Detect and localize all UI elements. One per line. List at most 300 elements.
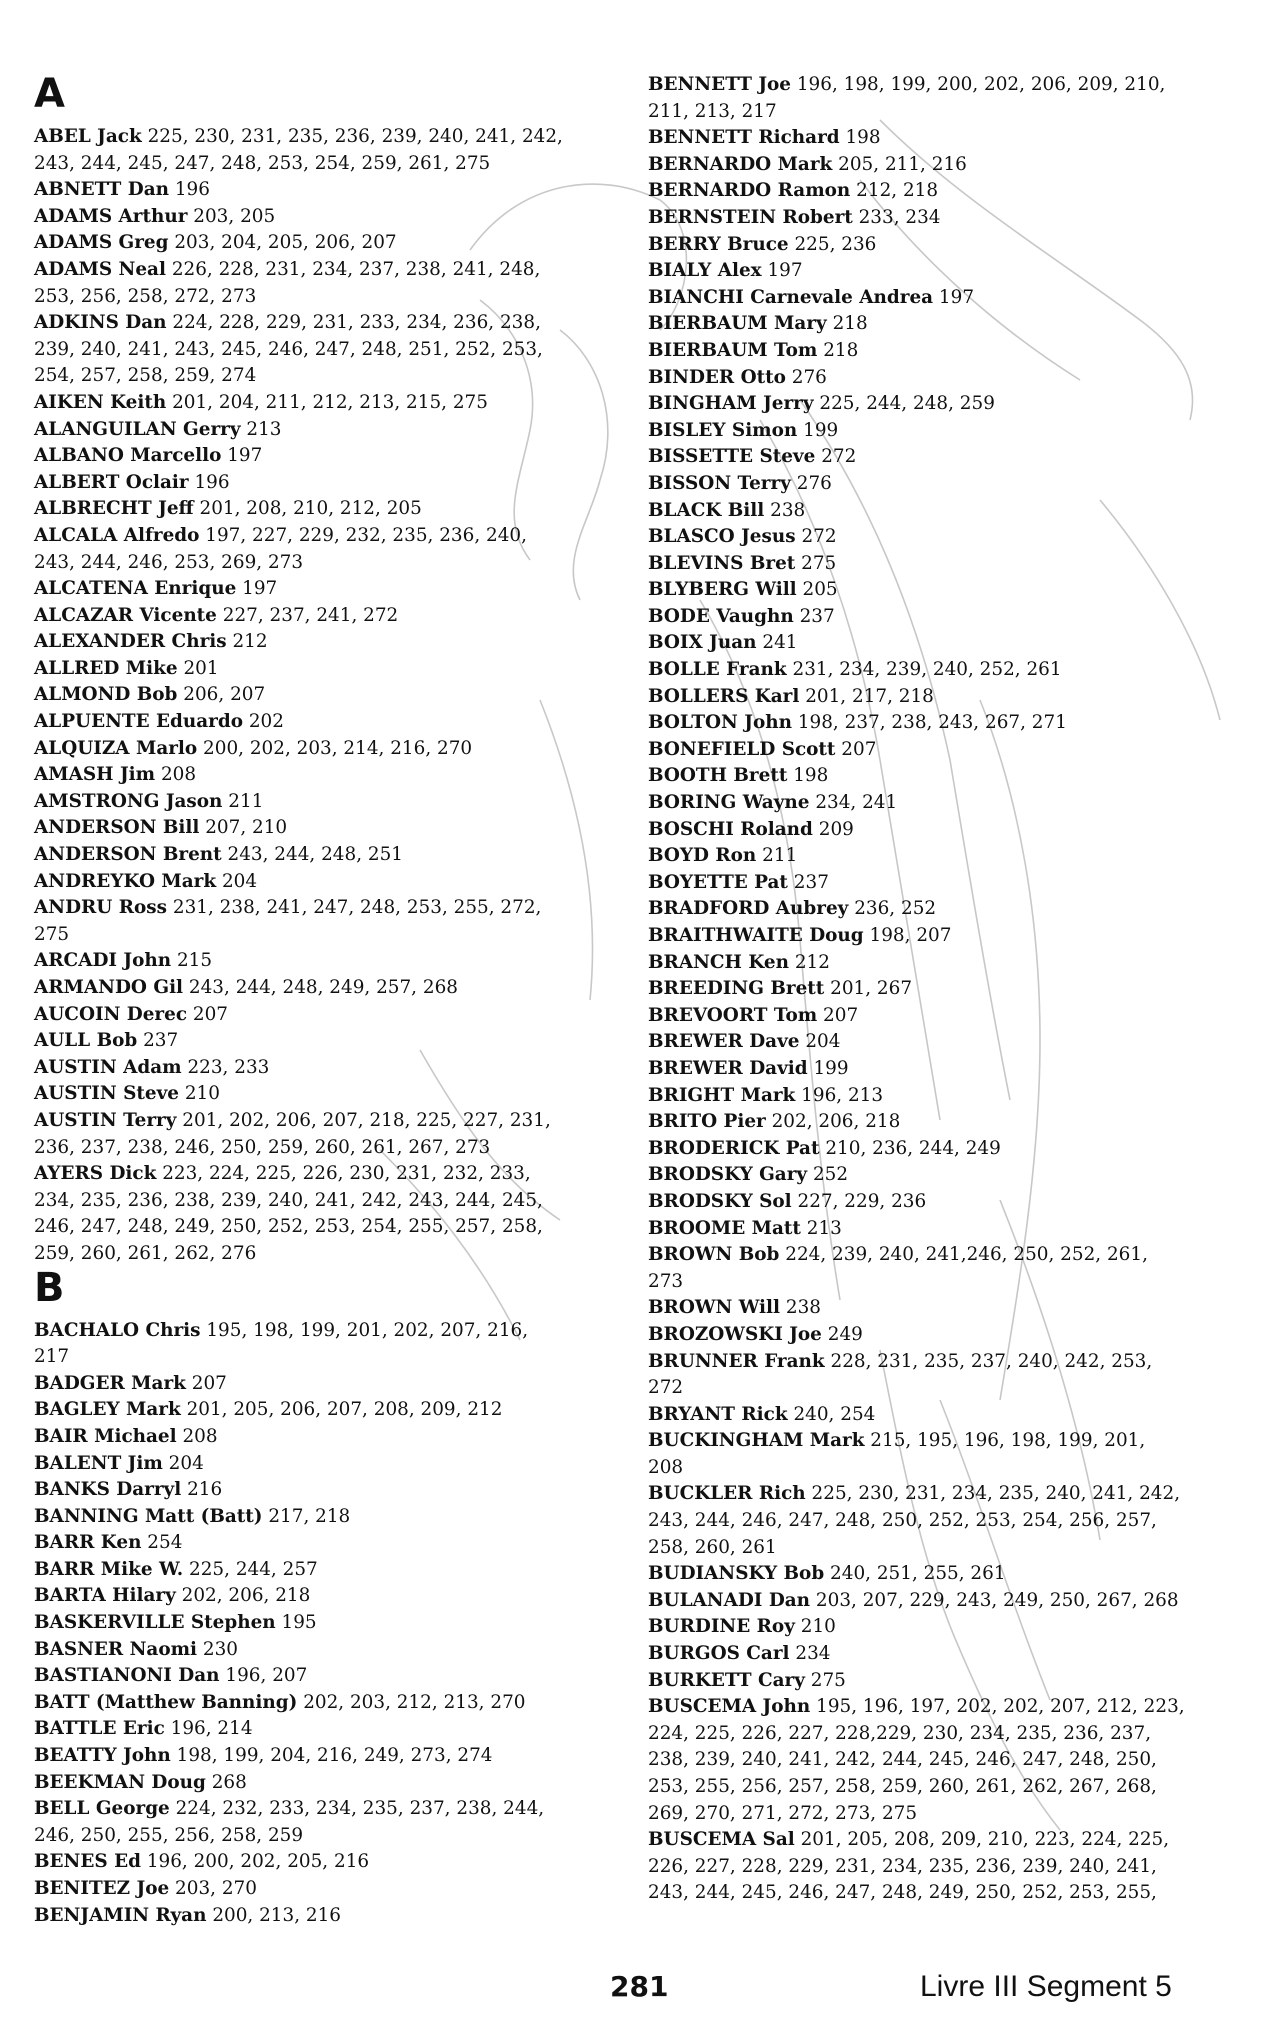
artist-name: AULL Bob xyxy=(34,1030,138,1052)
page-references: 268 xyxy=(211,1771,247,1793)
artist-name: AUCOIN Derec xyxy=(34,1003,188,1025)
index-entry xyxy=(34,1318,624,1345)
artist-name: BOLLE Frank xyxy=(648,659,787,681)
index-entry xyxy=(648,285,1248,312)
page-references: 253, 255, 256, 257, 258, 259, 260, 261, 262, 267, 268, xyxy=(648,1776,1157,1797)
page-references: 198, 199, 204, 216, 249, 273, 274 xyxy=(176,1745,493,1767)
page-references: 210, 236, 244, 249 xyxy=(825,1137,1001,1159)
page-references: 197 xyxy=(242,578,278,600)
page-references: 196, 200, 202, 205, 216 xyxy=(146,1851,370,1873)
index-entry xyxy=(648,1295,1248,1322)
index-entry xyxy=(648,1641,1248,1668)
page-references: 207, 210 xyxy=(205,817,288,839)
artist-name: BARR Mike W. xyxy=(34,1558,184,1580)
page-references: 273 xyxy=(648,1270,684,1292)
artist-name: BORING Wayne xyxy=(648,792,810,814)
artist-name: BREVOORT Tom xyxy=(648,1004,818,1026)
index-entry xyxy=(34,629,624,656)
artist-name: ALCAZAR Vicente xyxy=(34,604,217,626)
artist-name: ANDERSON Bill xyxy=(34,817,200,839)
artist-name: ANDERSON Brent xyxy=(34,844,222,866)
page-references: 196 xyxy=(174,179,210,201)
artist-name: BISLEY Simon xyxy=(648,419,798,441)
artist-name: BEEKMAN Doug xyxy=(34,1771,206,1793)
index-entry xyxy=(34,948,624,975)
artist-name: BLEVINS Bret xyxy=(648,552,796,574)
page-references: 210 xyxy=(184,1083,220,1105)
page-references: 197 xyxy=(767,260,803,282)
artist-name: ADAMS Neal xyxy=(34,258,166,280)
page-references: 254 xyxy=(147,1532,183,1554)
index-entry xyxy=(34,284,624,311)
index-entry xyxy=(648,1216,1248,1243)
index-entry xyxy=(648,1109,1248,1136)
artist-name: BOLLERS Karl xyxy=(648,685,800,707)
section-letter: A xyxy=(34,71,63,117)
page-references: 234, 241 xyxy=(815,792,898,814)
page-references: 253, 256, 258, 272, 273 xyxy=(34,285,257,307)
artist-name: BURDINE Roy xyxy=(648,1616,795,1638)
index-entry xyxy=(34,1424,624,1451)
artist-name: BIALY Alex xyxy=(648,260,762,282)
artist-name: BUCKLER Rich xyxy=(648,1483,806,1505)
index-entry xyxy=(34,603,624,630)
page-references: 197 xyxy=(938,286,975,308)
page-references: 212, 218 xyxy=(856,180,939,202)
artist-name: BENES Ed xyxy=(34,1851,141,1873)
artist-name: BRITO Pier xyxy=(648,1111,766,1133)
artist-name: BRUNNER Frank xyxy=(648,1350,825,1372)
page-references: 237 xyxy=(793,871,829,893)
page-references: 211, 213, 217 xyxy=(648,100,777,122)
page-references: 238, 239, 240, 241, 242, 244, 245, 246, 247, 248, 250, xyxy=(648,1749,1157,1771)
page-references: 204 xyxy=(168,1452,204,1474)
artist-name: ALCATENA Enrique xyxy=(34,578,237,600)
artist-name: BONEFIELD Scott xyxy=(648,738,836,760)
artist-name: BASNER Naomi xyxy=(34,1638,198,1660)
index-entry xyxy=(648,1003,1248,1030)
artist-name: BERNARDO Ramon xyxy=(648,180,851,202)
index-entry xyxy=(648,1614,1248,1641)
index-entry xyxy=(34,496,624,523)
artist-name: BLACK Bill xyxy=(648,499,765,521)
artist-name: BISSETTE Steve xyxy=(648,446,816,468)
index-entry xyxy=(34,1504,624,1531)
index-entry xyxy=(34,1716,624,1743)
page-references: 225, 230, 231, 235, 236, 239, 240, 241, 242, xyxy=(147,126,563,147)
index-entry xyxy=(648,1083,1248,1110)
index-entry xyxy=(648,1428,1248,1455)
page-references: 199 xyxy=(813,1057,849,1079)
page-references: 213 xyxy=(806,1217,842,1239)
index-entry xyxy=(648,1402,1248,1429)
artist-name: BOYD Ron xyxy=(648,845,757,867)
page-references: 211 xyxy=(228,790,264,812)
page-references: 202 xyxy=(248,711,284,733)
index-entry xyxy=(648,125,1248,152)
index-entry xyxy=(34,762,624,789)
index-entry xyxy=(34,177,624,204)
page-references: 243, 244, 245, 247, 248, 253, 254, 259, 261, 275 xyxy=(34,152,491,174)
page-references: 208 xyxy=(182,1425,218,1447)
index-entry xyxy=(34,1557,624,1584)
artist-name: BUDIANSKY Bob xyxy=(648,1563,825,1585)
index-entry xyxy=(648,1189,1248,1216)
artist-name: ALEXANDER Chris xyxy=(34,631,227,653)
page-references: 207 xyxy=(841,738,877,760)
index-entry xyxy=(648,1375,1248,1402)
index-entry xyxy=(34,736,624,763)
page-references: 246, 247, 248, 249, 250, 252, 253, 254, 255, 257, 258, xyxy=(34,1216,543,1238)
page-references: 215 xyxy=(176,950,213,972)
artist-name: BROOME Matt xyxy=(648,1217,801,1239)
artist-name: BROWN Will xyxy=(648,1297,781,1319)
page-references: 196 xyxy=(194,471,230,493)
index-entry xyxy=(34,1583,624,1610)
artist-name: AYERS Dick xyxy=(34,1163,157,1185)
page-references: 228, 231, 235, 237, 240, 242, 253, xyxy=(830,1350,1153,1372)
index-entry xyxy=(648,976,1248,1003)
artist-name: BIERBAUM Tom xyxy=(648,339,818,361)
index-entry xyxy=(648,1322,1248,1349)
index-entry xyxy=(34,869,624,896)
artist-name: BLYBERG Will xyxy=(648,579,797,601)
page-references: 205, 211, 216 xyxy=(838,153,967,175)
artist-name: BRODERICK Pat xyxy=(648,1137,820,1159)
page-references: 203, 207, 229, 243, 249, 250, 267, 268 xyxy=(815,1589,1179,1611)
page-references: 209 xyxy=(818,818,854,840)
page-references: 223, 224, 225, 226, 230, 231, 232, 233, xyxy=(162,1163,531,1185)
artist-name: AUSTIN Adam xyxy=(34,1056,182,1078)
index-entry xyxy=(648,391,1248,418)
index-entry xyxy=(34,151,624,178)
index-entry xyxy=(34,1876,624,1903)
page-references: 197 xyxy=(227,445,263,467)
index-entry xyxy=(648,232,1248,259)
index-entry xyxy=(34,1663,624,1690)
index-entry xyxy=(34,1530,624,1557)
index-entry xyxy=(648,630,1248,657)
artist-name: BRYANT Rick xyxy=(648,1403,788,1425)
page-references: 272 xyxy=(821,446,857,468)
page-references: 215, 195, 196, 198, 199, 201, xyxy=(870,1430,1146,1452)
index-entry xyxy=(34,975,624,1002)
index-entry xyxy=(648,258,1248,285)
artist-name: ADAMS Greg xyxy=(34,232,169,254)
page-references: 202, 206, 218 xyxy=(771,1111,901,1133)
index-entry xyxy=(648,418,1248,445)
page-references: 237 xyxy=(143,1030,179,1052)
index-entry xyxy=(34,1823,624,1850)
artist-name: BRODSKY Sol xyxy=(648,1190,792,1212)
index-entry xyxy=(648,1694,1248,1721)
page-references: 201, 205, 206, 207, 208, 209, 212 xyxy=(186,1399,503,1421)
page-references: 201, 205, 208, 209, 210, 223, 224, 225, xyxy=(800,1829,1170,1851)
page-references: 243, 244, 246, 247, 248, 250, 252, 253, 254, 256, 257, xyxy=(648,1510,1157,1532)
page-references: 224, 228, 229, 231, 233, 234, 236, 238, xyxy=(172,312,541,334)
artist-name: ABNETT Dan xyxy=(34,179,169,201)
page-references: 196, 207 xyxy=(225,1665,308,1687)
artist-name: ABEL Jack xyxy=(34,126,142,147)
artist-name: BOLTON John xyxy=(648,712,792,734)
index-entry xyxy=(648,498,1248,525)
page-references: 198 xyxy=(845,127,881,149)
index-entry xyxy=(648,365,1248,392)
page-references: 200, 213, 216 xyxy=(212,1904,342,1926)
index-entry xyxy=(34,1610,624,1637)
index-entry xyxy=(34,443,624,470)
index-entry xyxy=(648,99,1248,126)
index-entry xyxy=(34,1108,624,1135)
artist-name: BRODSKY Gary xyxy=(648,1164,808,1186)
page-references: 195, 198, 199, 201, 202, 207, 216, xyxy=(206,1319,529,1341)
index-entry xyxy=(34,390,624,417)
page-references: 231, 238, 241, 247, 248, 253, 255, 272, xyxy=(172,897,542,919)
index-entry xyxy=(648,1854,1248,1881)
artist-name: BINDER Otto xyxy=(648,366,786,388)
index-entry xyxy=(34,1903,624,1930)
page-references: 226, 228, 231, 234, 237, 238, 241, 248, xyxy=(171,258,541,280)
artist-name: BELL George xyxy=(34,1798,170,1820)
page-references: 201, 202, 206, 207, 218, 225, 227, 231, xyxy=(182,1109,551,1131)
index-entry xyxy=(34,709,624,736)
page-references: 206, 207 xyxy=(183,684,266,706)
artist-name: ARCADI John xyxy=(34,950,172,972)
page-references: 201, 267 xyxy=(830,978,913,1000)
index-entry xyxy=(34,363,624,390)
page-references: 225, 244, 248, 259 xyxy=(819,393,995,415)
page-references: 224, 239, 240, 241,246, 250, 252, 261, xyxy=(785,1244,1148,1266)
artist-name: BOYETTE Pat xyxy=(648,871,788,893)
page-references: 259, 260, 261, 262, 276 xyxy=(34,1242,257,1264)
index-entry xyxy=(648,1721,1248,1748)
page-references: 227, 237, 241, 272 xyxy=(222,604,399,626)
page-references: 207 xyxy=(192,1003,228,1025)
page-references: 225, 236 xyxy=(794,233,877,255)
artist-name: BASTIANONI Dan xyxy=(34,1665,220,1687)
index-entry xyxy=(34,576,624,603)
artist-name: BURKETT Cary xyxy=(648,1669,805,1691)
index-entry xyxy=(648,551,1248,578)
index-entry xyxy=(34,842,624,869)
index-entry xyxy=(34,470,624,497)
page-references: 200, 202, 203, 214, 216, 270 xyxy=(203,737,473,759)
index-column-right xyxy=(648,72,1248,1907)
page-references: 217, 218 xyxy=(268,1505,351,1527)
index-entry xyxy=(34,1371,624,1398)
index-entry xyxy=(34,1344,624,1371)
artist-name: ALCALA Alfredo xyxy=(34,524,200,546)
page-references: 249 xyxy=(827,1323,863,1345)
artist-name: BRANCH Ken xyxy=(648,951,789,973)
index-entry xyxy=(648,923,1248,950)
artist-name: BREWER David xyxy=(648,1057,808,1079)
artist-name: BENNETT Richard xyxy=(648,127,840,149)
page-references: 230 xyxy=(202,1638,239,1660)
page-references: 201, 208, 210, 212, 205 xyxy=(199,498,422,520)
page-references: 211 xyxy=(762,845,798,867)
index-entry xyxy=(648,338,1248,365)
page-references: 258, 260, 261 xyxy=(648,1536,777,1558)
artist-name: BUSCEMA Sal xyxy=(648,1829,795,1851)
artist-name: ANDRU Ross xyxy=(34,897,168,919)
page-references: 207 xyxy=(191,1372,227,1394)
index-entry xyxy=(648,1774,1248,1801)
index-entry xyxy=(648,1481,1248,1508)
index-entry xyxy=(34,417,624,444)
index-entry xyxy=(648,790,1248,817)
index-entry xyxy=(648,1535,1248,1562)
index-entry xyxy=(648,1056,1248,1083)
index-entry xyxy=(648,1455,1248,1482)
page-references: 210 xyxy=(800,1616,836,1638)
page-references: 216 xyxy=(187,1479,223,1501)
artist-name: BREEDING Brett xyxy=(648,978,825,1000)
index-entry xyxy=(648,1747,1248,1774)
index-entry xyxy=(648,1349,1248,1376)
page-references: 239, 240, 241, 243, 245, 246, 247, 248, 251, 252, 253, xyxy=(34,338,543,360)
index-entry xyxy=(648,1162,1248,1189)
page-references: 199 xyxy=(803,419,839,441)
index-entry xyxy=(648,1827,1248,1854)
page-references: 201, 204, 211, 212, 213, 215, 275 xyxy=(172,391,488,413)
index-entry xyxy=(34,1214,624,1241)
artist-name: ARMANDO Gil xyxy=(34,977,184,998)
index-entry xyxy=(34,1796,624,1823)
page-references: 203, 204, 205, 206, 207 xyxy=(174,232,397,254)
artist-name: BREWER Dave xyxy=(648,1031,800,1053)
index-entry xyxy=(648,471,1248,498)
page-references: 204 xyxy=(221,870,258,892)
page-references: 237 xyxy=(799,605,835,627)
index-entry xyxy=(34,204,624,231)
page-references: 207 xyxy=(823,1004,859,1026)
artist-name: BULANADI Dan xyxy=(648,1589,811,1611)
artist-name: BARR Ken xyxy=(34,1532,142,1554)
artist-name: ADAMS Arthur xyxy=(34,205,188,227)
page-references: 196, 213 xyxy=(801,1084,884,1106)
artist-name: ALANGUILAN Gerry xyxy=(34,418,241,440)
page-references: 243, 244, 246, 253, 269, 273 xyxy=(34,551,304,573)
index-entry xyxy=(648,1029,1248,1056)
page-references: 212 xyxy=(232,631,268,653)
page-references: 224, 232, 233, 234, 235, 237, 238, 244, xyxy=(175,1798,545,1820)
artist-name: AIKEN Keith xyxy=(34,391,167,413)
index-entry xyxy=(34,1770,624,1797)
artist-name: BOIX Juan xyxy=(648,632,757,654)
page-references: 204 xyxy=(805,1031,841,1053)
page-references: 252 xyxy=(812,1164,849,1186)
page-references: 218 xyxy=(823,339,859,361)
page-references: 246, 250, 255, 256, 258, 259 xyxy=(34,1824,304,1846)
artist-name: BASKERVILLE Stephen xyxy=(34,1612,276,1634)
artist-name: BERNARDO Mark xyxy=(648,153,833,175)
page-references: 202, 203, 212, 213, 270 xyxy=(303,1691,526,1713)
page-references: 243, 244, 245, 246, 247, 248, 249, 250, 252, 253, 255, xyxy=(648,1882,1157,1904)
artist-name: BENITEZ Joe xyxy=(34,1878,170,1899)
page-references: 275 xyxy=(801,552,837,574)
page-number: 281 xyxy=(610,1970,669,2003)
page-references: 241 xyxy=(762,632,798,654)
page-references: 218 xyxy=(832,313,868,335)
page-references: 238 xyxy=(770,499,806,521)
page-references: 224, 225, 226, 227, 228,229, 230, 234, 235, 236, 237, xyxy=(648,1722,1152,1744)
artist-name: AUSTIN Terry xyxy=(34,1109,177,1131)
page-references: 203, 205 xyxy=(193,205,276,227)
artist-name: BUCKINGHAM Mark xyxy=(648,1430,865,1452)
index-entry xyxy=(34,1002,624,1029)
section-letter: B xyxy=(34,1264,63,1311)
artist-name: BARTA Hilary xyxy=(34,1585,176,1607)
page-references: 231, 234, 239, 240, 252, 261 xyxy=(792,659,1062,681)
page-references: 198, 207 xyxy=(869,925,952,946)
artist-name: BAIR Michael xyxy=(34,1425,177,1447)
index-entry xyxy=(648,1242,1248,1269)
section-label: Livre III Segment 5 xyxy=(920,1970,1172,2003)
artist-name: BENNETT Joe xyxy=(648,74,791,95)
index-entry xyxy=(648,843,1248,870)
page-references: 201, 217, 218 xyxy=(805,685,934,707)
artist-name: BANKS Darryl xyxy=(34,1479,182,1501)
page-references: 234 xyxy=(795,1643,831,1665)
artist-name: BIANCHI Carnevale Andrea xyxy=(648,286,934,308)
index-entry xyxy=(648,524,1248,551)
index-entry xyxy=(34,682,624,709)
page-references: 217 xyxy=(34,1346,70,1368)
artist-name: BADGER Mark xyxy=(34,1372,186,1394)
artist-name: ALMOND Bob xyxy=(34,684,178,706)
page-references: 198, 237, 238, 243, 267, 271 xyxy=(797,712,1067,734)
index-entry xyxy=(648,657,1248,684)
index-entry xyxy=(34,1743,624,1770)
index-entry xyxy=(34,895,624,922)
page-references: 238 xyxy=(785,1297,821,1319)
page-references: 208 xyxy=(160,764,197,786)
page-references: 240, 254 xyxy=(793,1403,876,1425)
index-entry xyxy=(648,311,1248,338)
index-entry xyxy=(648,737,1248,764)
artist-name: BATT (Matthew Banning) xyxy=(34,1691,298,1713)
index-entry xyxy=(648,870,1248,897)
page-references: 272 xyxy=(648,1377,684,1399)
page-references: 203, 270 xyxy=(175,1878,257,1899)
page-references: 195 xyxy=(281,1612,317,1634)
index-entry xyxy=(648,896,1248,923)
index-entry xyxy=(34,1397,624,1424)
page-references: 233, 234 xyxy=(858,206,941,228)
artist-name: ADKINS Dan xyxy=(34,312,167,334)
artist-name: BANNING Matt (Batt) xyxy=(34,1505,263,1527)
page-references: 223, 233 xyxy=(187,1056,270,1078)
page-references: 195, 196, 197, 202, 202, 207, 212, 223, xyxy=(816,1696,1185,1718)
index-entry xyxy=(34,922,624,949)
index-entry xyxy=(34,1161,624,1188)
index-entry xyxy=(648,684,1248,711)
artist-name: BACHALO Chris xyxy=(34,1319,201,1341)
index-entry xyxy=(34,523,624,550)
artist-name: BAGLEY Mark xyxy=(34,1399,181,1421)
page-references: 269, 270, 271, 272, 273, 275 xyxy=(648,1802,918,1824)
artist-name: ALPUENTE Eduardo xyxy=(34,711,243,733)
page-references: 236, 252 xyxy=(854,898,937,920)
index-entry xyxy=(648,178,1248,205)
artist-name: BATTLE Eric xyxy=(34,1718,165,1740)
index-entry xyxy=(648,1801,1248,1828)
index-entry xyxy=(648,1880,1248,1907)
page-references: 205 xyxy=(802,579,838,601)
index-entry xyxy=(34,656,624,683)
index-entry xyxy=(648,1269,1248,1296)
